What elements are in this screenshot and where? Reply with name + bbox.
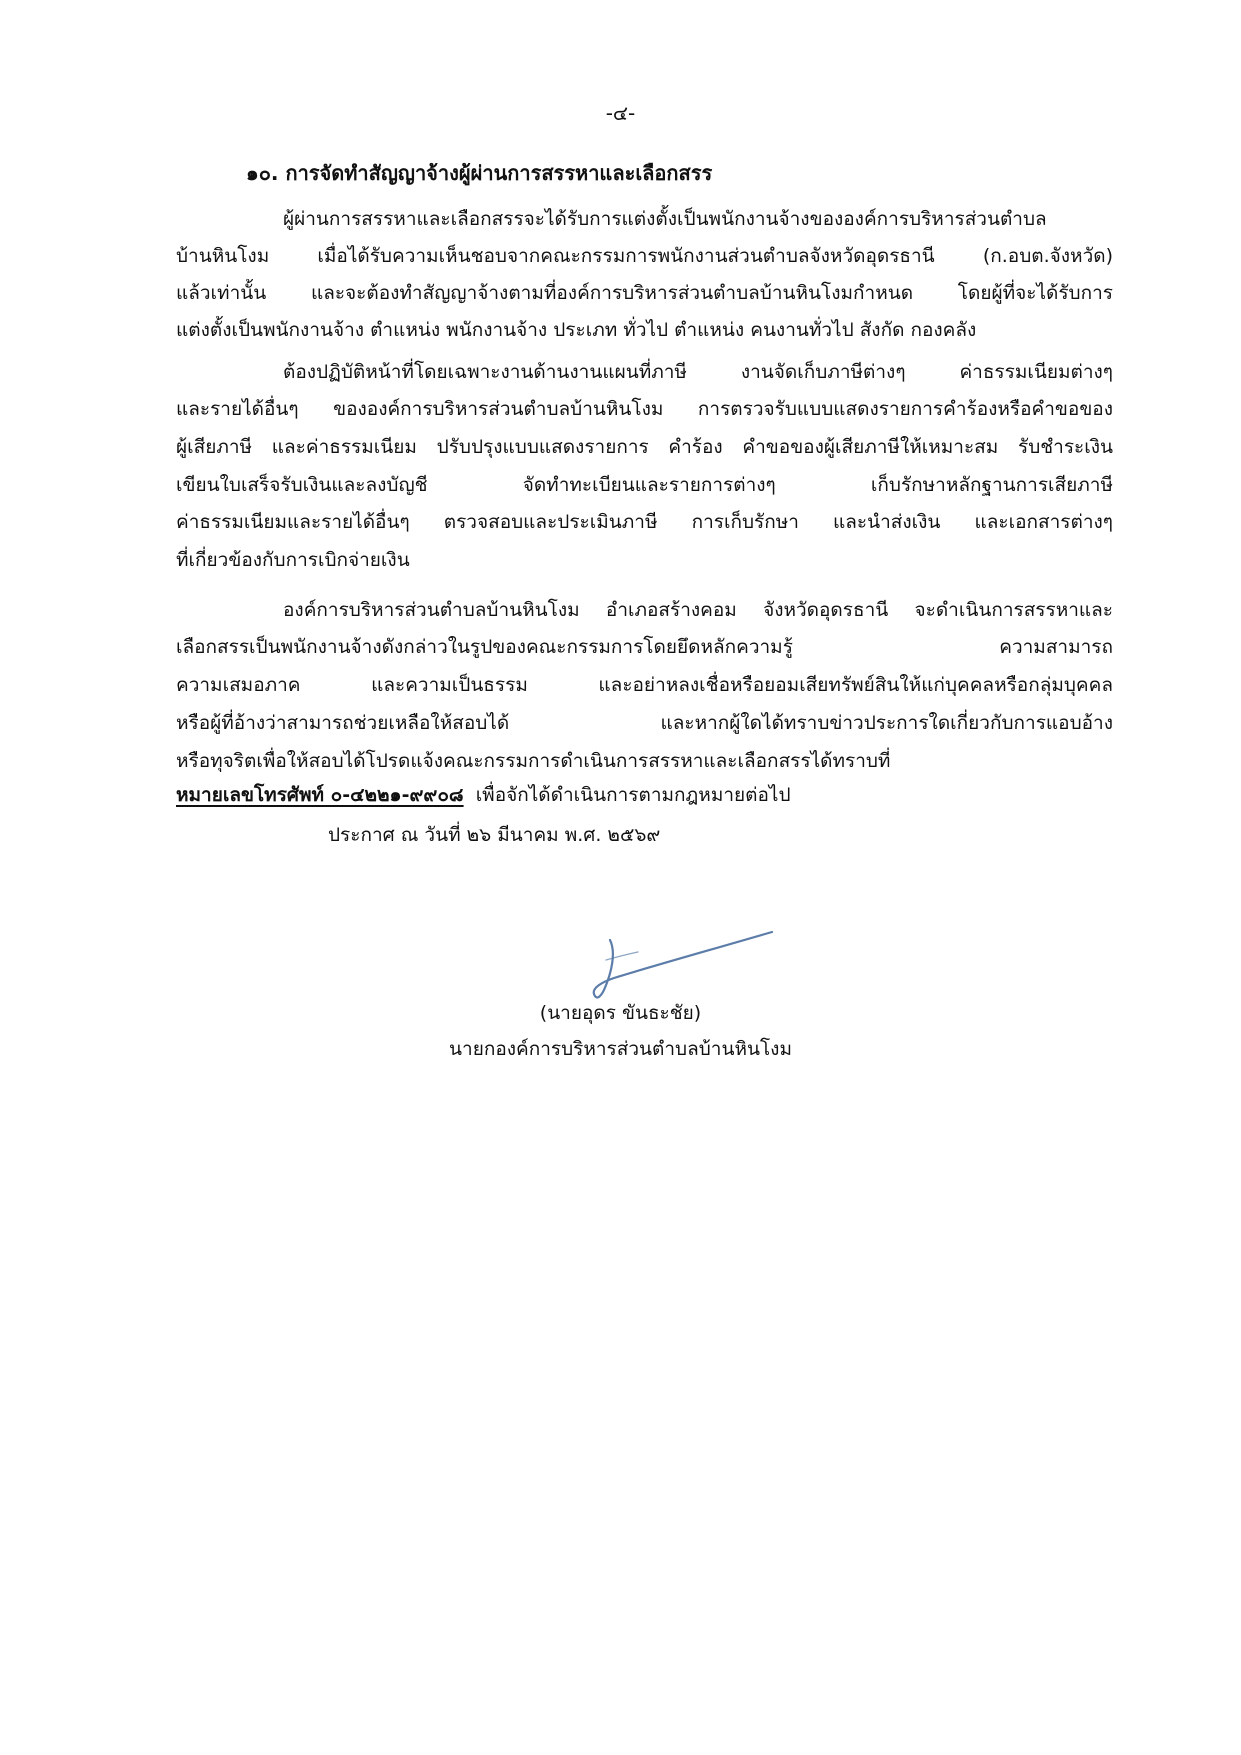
section-heading: ๑๐. การจัดทำสัญญาจ้างผู้ผ่านการสรรหาและเลือกสรร	[246, 161, 713, 185]
signer-title: นายกองค์การบริหารส่วนตำบลบ้านหินโงม	[449, 1038, 792, 1060]
paragraph3-line-2: เลือกสรรเป็นพนักงานจ้างดังกล่าวในรูปของคณะกรรมการโดยยึดหลักความรู้ ความสามารถ	[176, 636, 1113, 658]
paragraph1-line-1: ผู้ผ่านการสรรหาและเลือกสรรจะได้รับการแต่งตั้งเป็นพนักงานจ้างขององค์การบริหารส่วนตำบล	[283, 208, 1047, 230]
phone-number: หมายเลขโทรศัพท์ ๐-๔๒๒๑-๙๙๐๘	[176, 784, 464, 806]
paragraph2-line-2: และรายได้อื่นๆ ขององค์การบริหารส่วนตำบลบ้านหินโงม การตรวจรับแบบแสดงรายการคำร้องหรือคำขอของ	[176, 398, 1113, 420]
paragraph2-line-3: ผู้เสียภาษี และค่าธรรมเนียม ปรับปรุงแบบแสดงรายการ คำร้อง คำขอของผู้เสียภาษีให้เหมาะสม รับชำระเงิน	[176, 436, 1113, 458]
paragraph3-line-6	[176, 780, 1113, 810]
paragraph3-line-5: หรือทุจริตเพื่อให้สอบได้โปรดแจ้งคณะกรรมการดำเนินการสรรหาและเลือกสรรได้ทราบที่	[176, 750, 891, 772]
signature-image	[576, 920, 776, 1010]
paragraph3-line-3: ความเสมอภาค และความเป็นธรรม และอย่าหลงเชื่อหรือยอมเสียทรัพย์สินให้แก่บุคคลหรือกลุ่มบุคคล	[176, 674, 1113, 696]
paragraph1-line-2: บ้านหินโงม เมื่อได้รับความเห็นชอบจากคณะกรรมการพนักงานส่วนตำบลจังหวัดอุดรธานี (ก.อบต.จังหวัด)	[176, 245, 1113, 267]
paragraph2-line-6: ที่เกี่ยวข้องกับการเบิกจ่ายเงิน	[176, 549, 410, 571]
phone-suffix: เพื่อจักได้ดำเนินการตามกฎหมายต่อไป	[475, 784, 791, 806]
paragraph2-line-1: ต้องปฏิบัติหน้าที่โดยเฉพาะงานด้านงานแผนที่ภาษี งานจัดเก็บภาษีต่างๆ ค่าธรรมเนียมต่างๆ	[283, 361, 1113, 383]
paragraph2-line-5: ค่าธรรมเนียมและรายได้อื่นๆ ตรวจสอบและประเมินภาษี การเก็บรักษา และนำส่งเงิน และเอกสารต่างๆ	[176, 511, 1113, 533]
signer-name: (นายอุดร ขันธะชัย)	[539, 1002, 702, 1024]
page-number: -๔-	[605, 101, 636, 125]
paragraph2-line-4: เขียนใบเสร็จรับเงินและลงบัญชี จัดทำทะเบียนและรายการต่างๆ เก็บรักษาหลักฐานการเสียภาษี	[176, 474, 1113, 496]
paragraph3-line-4: หรือผู้ที่อ้างว่าสามารถช่วยเหลือให้สอบได้ และหากผู้ใดได้ทราบข่าวประการใดเกี่ยวกับการแอบอ้าง	[176, 712, 1113, 734]
announcement-date: ประกาศ ณ วันที่ ๒๖ มีนาคม พ.ศ. ๒๕๖๙	[328, 824, 661, 846]
paragraph1-line-3: แล้วเท่านั้น และจะต้องทำสัญญาจ้างตามที่องค์การบริหารส่วนตำบลบ้านหินโงมกำหนด โดยผู้ที่จะได้รับการ	[176, 282, 1113, 304]
paragraph3-line-1: องค์การบริหารส่วนตำบลบ้านหินโงม อำเภอสร้างคอม จังหวัดอุดรธานี จะดำเนินการสรรหาและ	[283, 599, 1113, 621]
paragraph1-line-4: แต่งตั้งเป็นพนักงานจ้าง ตำแหน่ง พนักงานจ้าง ประเภท ทั่วไป ตำแหน่ง คนงานทั่วไป สังกัด กองคลัง	[176, 319, 977, 341]
